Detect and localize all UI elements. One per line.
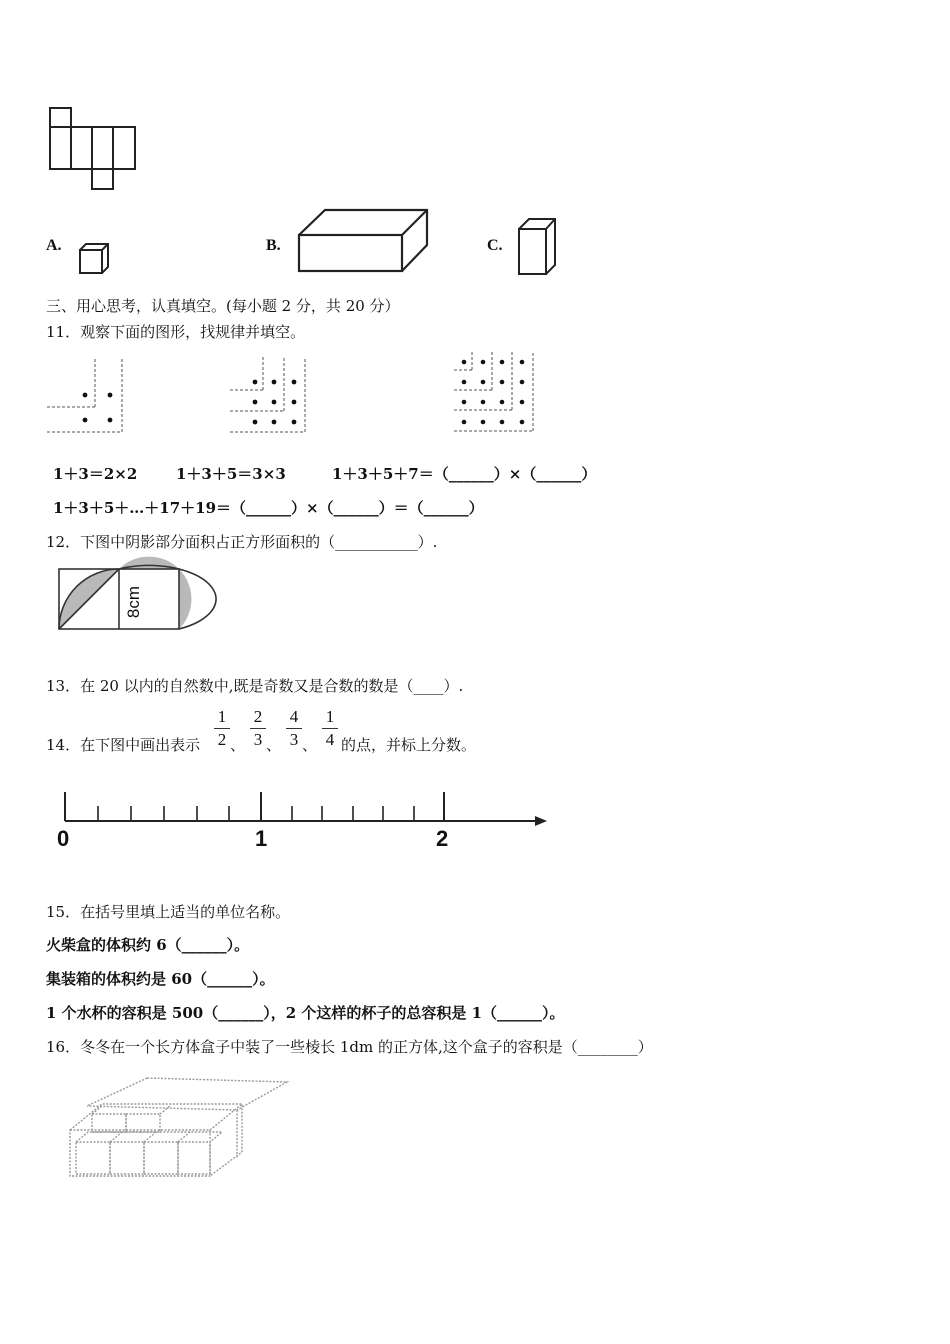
question-14-suffix: 的点，并标上分数。 — [341, 736, 477, 754]
fraction-1-4: 1 4 — [322, 708, 338, 749]
section-heading: 三、用心思考，认真填空。(每小题 2 分，共 20 分） — [46, 297, 400, 315]
fraction-2-3: 2 3 — [250, 708, 266, 749]
option-b-flat-box — [296, 205, 432, 277]
equation-1: 1＋3＝2×2 — [53, 465, 138, 483]
dot-pattern-figure-2 — [228, 355, 310, 437]
fraction-4-3: 4 3 — [286, 708, 302, 749]
question-15-stem: 15．在括号里填上适当的单位名称。 — [46, 903, 291, 921]
question-11-stem: 11．观察下面的图形，找规律并填空。 — [46, 323, 306, 341]
option-c-tall-box — [515, 215, 559, 279]
question-13-stem: 13．在 20 以内的自然数中,既是奇数又是合数的数是（____）. — [46, 677, 464, 695]
shaded-square-figure — [55, 566, 185, 634]
dot-pattern-figure-3 — [452, 350, 538, 436]
separator: 、 — [302, 736, 318, 754]
separator: 、 — [230, 736, 246, 754]
question-12-stem: 12．下图中阴影部分面积占正方形面积的（___________）. — [46, 533, 438, 551]
question-15-line-3: 1 个水杯的容积是 500（______），2 个这样的杯子的总容积是 1（______）。 — [46, 1004, 565, 1022]
option-c-label: C. — [487, 237, 503, 254]
dimension-label: 8cm — [124, 585, 144, 619]
axis-label-2: 2 — [436, 826, 449, 851]
fraction-1-2: 1 2 — [214, 708, 230, 749]
question-15-line-1: 火柴盒的体积约 6（______）。 — [46, 936, 250, 954]
option-a-label: A. — [46, 237, 62, 254]
question-15-line-2: 集装箱的体积约是 60（______）。 — [46, 970, 275, 988]
dot-pattern-figure-1 — [45, 355, 127, 437]
equation-3: 1＋3＋5＋7＝（______）×（______） — [332, 465, 597, 483]
question-14-prefix: 14．在下图中画出表示 — [46, 736, 201, 754]
option-a-small-cube — [77, 241, 111, 277]
axis-label-0: 0 — [57, 826, 70, 851]
question-16-stem: 16．冬冬在一个长方体盒子中装了一些棱长 1dm 的正方体,这个盒子的容积是（________） — [46, 1038, 653, 1056]
number-line — [55, 788, 555, 828]
separator: 、 — [266, 736, 282, 754]
cube-net-figure — [45, 105, 140, 195]
open-box-with-cubes-figure — [62, 1072, 292, 1182]
equation-4: 1＋3＋5＋…＋17＋19＝（______）×（______）＝（______） — [53, 499, 484, 517]
equation-2: 1＋3＋5＝3×3 — [176, 465, 286, 483]
option-b-label: B. — [266, 237, 281, 254]
axis-label-1: 1 — [255, 826, 268, 851]
